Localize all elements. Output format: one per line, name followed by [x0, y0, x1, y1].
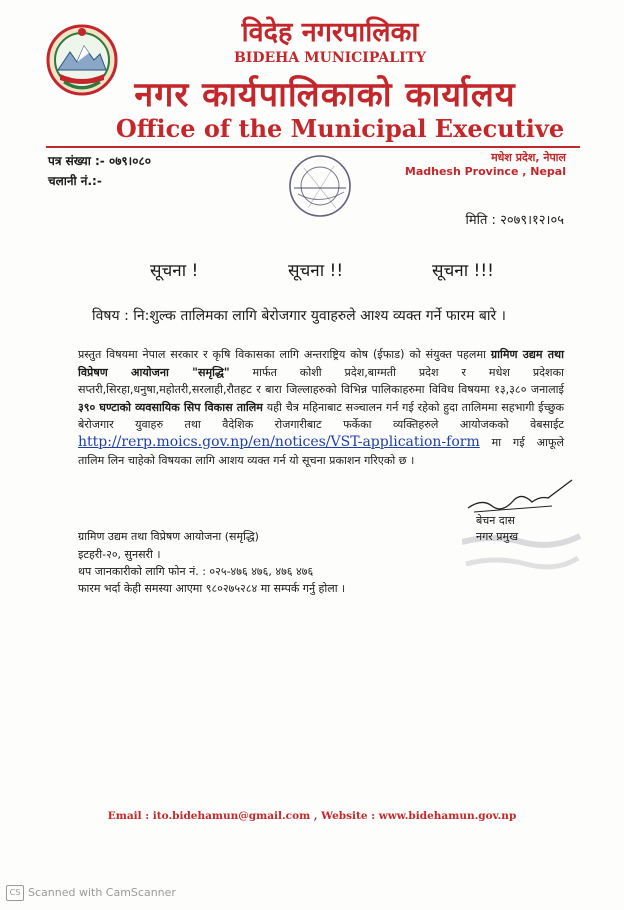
province-en: Madhesh Province , Nepal	[404, 165, 566, 178]
office-stamp	[274, 148, 366, 230]
body-text-1: प्रस्तुत विषयमा नेपाल सरकार र कृषि विकासका लागि अन्तराष्ट्रिय कोष (ईफाड) को संयुक्त पहलमा	[78, 348, 491, 361]
letter-date: मिति : २०७९।१२।०५	[465, 213, 564, 228]
notice-heading-3: सूचना !!!	[432, 261, 494, 281]
scanner-text: Scanned with CamScanner	[28, 886, 176, 899]
mayor-signature	[462, 478, 582, 578]
signatory-name: बेचन दास	[476, 514, 515, 527]
footer-project: ग्रामिण उद्यम तथा विप्रेषण आयोजना (समृद्धि)	[78, 530, 259, 543]
training-highlight: ३९० घण्टाको व्यवसायिक सिप विकास तालिम	[78, 400, 263, 414]
office-name-np: नगर कार्यपालिकाको कार्यालय	[134, 75, 516, 115]
scanner-watermark	[6, 885, 176, 901]
letter-number: पत्र संख्या :- ०७९।०८०	[48, 154, 151, 168]
body-text-4: मा गई आफूले तालिम लिन चाहेको विषयका लागि आशय व्यक्त गर्न यो सूचना प्रकाशन गरिएको छ ।	[78, 435, 564, 467]
municipality-name-np: विदेह नगरपालिका	[241, 17, 419, 48]
footer-help: फारम भर्दा केही समस्या आएमा ९८०२७५२८४ मा सम्पर्क गर्नु होला ।	[78, 582, 346, 595]
project-name: ग्रामिण उद्यम तथा विप्रेषण आयोजना "समृद्धि"	[78, 348, 564, 379]
municipality-name-en: BIDEHA MUNICIPALITY	[233, 50, 427, 66]
notice-heading-1: सूचना !	[150, 261, 199, 281]
footer-phone: थप जानकारीको लागि फोन नं. : ०२५-४७६ ४७६, ४७६ ४७६	[78, 565, 314, 578]
office-name-en: Office of the Municipal Executive	[115, 114, 565, 143]
camscanner-icon: CS	[6, 885, 24, 901]
contact-line[interactable]: Email : ito.bidehamun@gmail.com , Website : www.bidehamun.gov.np	[107, 810, 517, 822]
signatory-title: नगर प्रमुख	[476, 530, 519, 543]
notice-body	[78, 346, 564, 469]
footer-address: इटहरी-२०, सुनसरी ।	[78, 548, 161, 561]
subject-line: विषय : नि:शुल्क तालिमका लागि बेरोजगार युवाहरुले आश्य व्यक्त गर्ने फारम बारे ।	[92, 308, 506, 324]
dispatch-number: चलानी नं.:-	[48, 174, 102, 188]
application-form-link[interactable]: http://rerp.moics.gov.np/en/notices/VST-application-form	[78, 433, 480, 450]
province-np: मधेश प्रदेश, नेपाल	[491, 151, 566, 164]
body-text-3: यही चैत्र महिनाबाट सञ्चालन गर्न गई रहेको हुदा तालिममा सहभागी ईच्छुक बेरोजगार युवाहरु तथा वैदेशिक रोजगारीबाट फर्केका व्यक्तिहरुले आयोजकको वेबसाईट	[78, 400, 564, 432]
notice-heading-2: सूचना !!	[288, 261, 344, 281]
body-text-2: मार्फत कोशी प्रदेश,बाग्मती प्रदेश र मधेश प्रदेशका सप्तरी,सिरहा,धनुषा,महोतरी,सरलाही,रौतहट र बारा जिल्लाहरुको विभिन्न पालिकाहरुमा विविध विषयमा १३,३८० जनालाई	[78, 365, 564, 397]
